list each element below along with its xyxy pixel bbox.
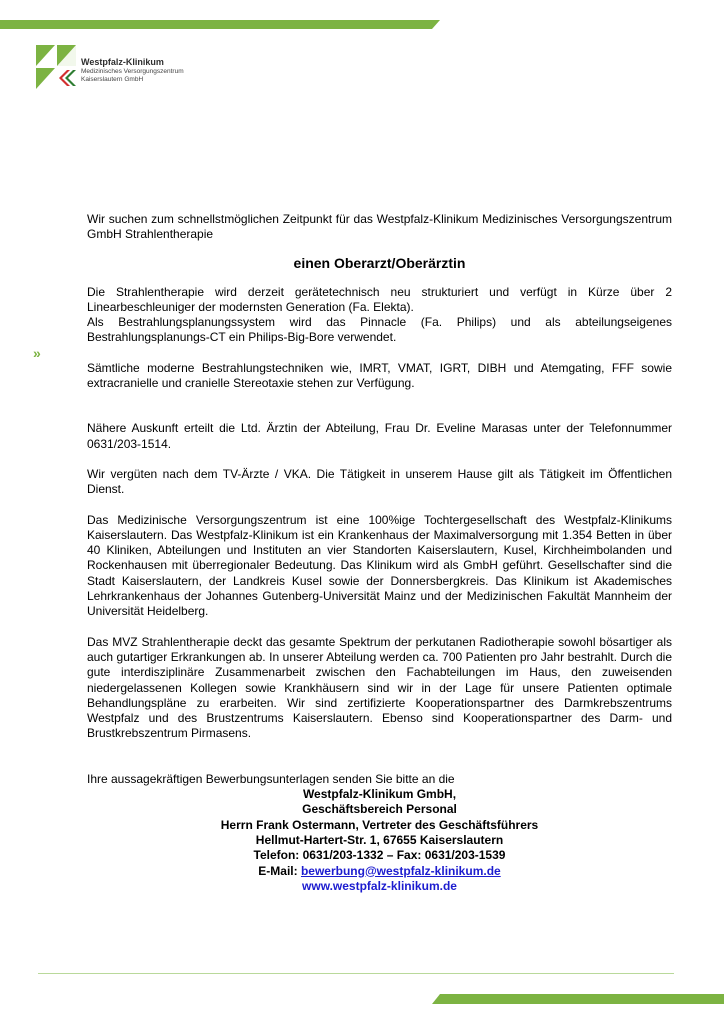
address-department: Geschäftsbereich Personal [302,802,457,817]
salary-paragraph: Wir vergüten nach dem TV-Ärzte / VKA. Die Tätigkeit in unserem Hause gilt als Tätigkeit im Öffentlichen Dienst. [87,466,672,497]
about-company-paragraph: Das Medizinische Versorgungszentrum ist eine 100%ige Tochtergesellschaft des Westpfalz-Klinikums Kaiserslautern. Das Westpfalz-Klinikum ist ein Krankenhaus der Maximalversorgung mit 1.354 Betten in über 40 Kliniken, Abteilungen und Instituten an vier Standorten Kaiserslautern, Kusel, Kirchheimbolanden und Rockenhausen mit überregionaler Bedeutung. Das Klinikum wird als GmbH geführt. Gesellschafter sind die Stadt Kaiserslautern, der Landkreis Kusel sowie der Donnersbergkreis. Das Klinikum ist Akademisches Lehrkrankenhaus der Johannes Gutenberg-Universität Mainz und der Medizinischen Fakultät Mannheim der Universität Heidelberg. [87,512,672,619]
job-title: einen Oberarzt/Oberärztin [293,254,466,271]
address-street: Hellmut-Hartert-Str. 1, 67655 Kaiserslautern [255,832,504,847]
footer-divider [38,973,674,974]
contact-info-paragraph: Nähere Auskunft erteilt die Ltd. Ärztin der Abteilung, Frau Dr. Eveline Marasas unter der Telefonnummer 0631/203-1514. [87,421,672,451]
email-label: E-Mail: [258,863,301,878]
application-intro: Ihre aussagekräftigen Bewerbungsunterlagen senden Sie bitte an die [87,771,455,786]
company-logo [35,44,184,90]
techniques-paragraph: Sämtliche moderne Bestrahlungstechniken wie, IMRT, VMAT, IGRT, DIBH und Atemgating, FFF sowie extracranielle und cranielle Stereotaxie stehen zur Verfügung. [87,360,672,391]
planning-system-paragraph: Als Bestrahlungsplanungssystem wird das Pinnacle (Fa. Philips) und als abteilungseigenes Bestrahlungsplanungs-CT ein Philips-Big-Bore verwendet. [87,315,672,345]
brand-line-2: Kaiserslautern GmbH [81,76,144,83]
intro-paragraph: Wir suchen zum schnellstmöglichen Zeitpunkt für das Westpfalz-Klinikum Medizinisches Versorgungszentrum GmbH Strahlentherapie [87,212,672,242]
side-quote-mark: » [33,345,41,361]
header-accent-bar [0,20,440,29]
address-phone-fax: Telefon: 0631/203-1332 – Fax: 0631/203-1539 [253,848,506,863]
website-line [87,879,672,894]
brand-line-1: Medizinisches Versorgungszentrum [81,68,184,75]
logo-mark-icon [35,44,77,90]
address-company: Westpfalz-Klinikum GmbH, [302,787,457,802]
equipment-paragraph: Die Strahlentherapie wird derzeit gerätetechnisch neu strukturiert und verfügt in Kürze über 2 Linearbeschleuniger der modernsten Generation (Fa. Elekta). [87,284,672,314]
footer-accent-bar [432,994,724,1004]
job-posting [87,212,672,894]
address-contact-person: Herrn Frank Ostermann, Vertreter des Geschäftsführers [220,817,539,832]
email-link[interactable]: bewerbung@westpfalz-klinikum.de [300,863,501,878]
website-link[interactable]: www.westpfalz-klinikum.de [302,878,457,893]
brand-name: Westpfalz-Klinikum [81,57,164,67]
address-email-line [87,864,672,879]
department-paragraph: Das MVZ Strahlentherapie deckt das gesamte Spektrum der perkutanen Radiotherapie sowohl bösartiger als auch gutartiger Erkrankungen ab. In unserer Abteilung werden ca. 700 Patienten pro Jahr bestrahlt. Durch die gute interdisziplinäre Zusammenarbeit zwischen den Fachabteilungen im Haus, den zuweisenden niedergelassenen Kollegen sowie Krankhäusern sind wir in der Lage für unsere Patienten optimale Behandlungspläne zu erarbeiten. Wir sind zertifizierte Kooperationspartner des Darmkrebszentrums Westpfalz und des Brustzentrums Kaiserslautern. Ebenso sind Kooperationspartner des Darm- und Brustkrebszentrum Pirmasens. [87,634,672,741]
